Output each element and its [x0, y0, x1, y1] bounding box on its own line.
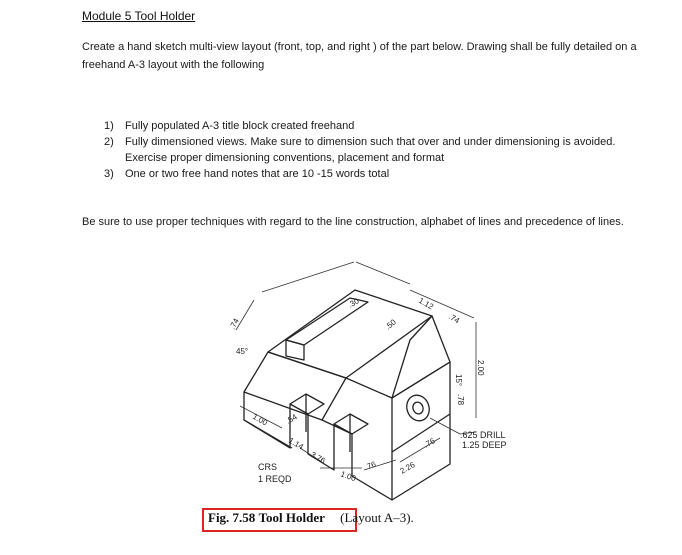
dim-label: .54	[284, 412, 299, 426]
figure-name: Tool Holder	[258, 510, 325, 525]
drill-note-line-1: .625 DRILL	[460, 430, 506, 440]
dim-label: 1.00	[339, 469, 358, 484]
list-item-number: 1)	[104, 120, 114, 132]
figure-caption	[208, 510, 414, 526]
list-item-number: 2)	[104, 136, 114, 148]
list-item-text: One or two free hand notes that are 10 -15 words total	[125, 168, 390, 180]
dim-label: .30	[346, 296, 361, 310]
dim-label: .78	[456, 394, 465, 406]
reqd-note: 1 REQD	[258, 474, 292, 484]
dim-label: 2.00	[476, 360, 485, 376]
dim-label: .74	[227, 316, 241, 331]
dim-label: 15°	[454, 374, 463, 387]
dim-label: .74	[447, 311, 462, 326]
dim-label: .50	[383, 317, 398, 332]
dimension-labels	[228, 296, 485, 483]
dim-label: 45°	[236, 347, 249, 356]
list-item-text: Fully dimensioned views. Make sure to dimension such that over and under dimensioning is avoided. Exercise proper dimensioning conventions, placement and format	[125, 136, 616, 164]
dim-label: 1.00	[251, 411, 269, 428]
dimension-lines	[236, 262, 476, 470]
dim-label: 1.14	[287, 435, 305, 452]
dim-label: 3.76	[309, 449, 327, 466]
intro-paragraph: Create a hand sketch multi-view layout (front, top, and right ) of the part below. Drawing shall be fully detailed on a freehand A-3 layout with the following	[82, 41, 637, 71]
drill-note-line-2: 1.25 DEEP	[462, 440, 507, 450]
dim-label: 1.12	[417, 295, 435, 312]
page-title: Module 5 Tool Holder	[82, 9, 196, 23]
dim-label: 2.26	[398, 460, 417, 476]
figure-layout: (Layout A–3).	[340, 510, 414, 525]
dim-label: .76	[422, 436, 437, 450]
list-item-text: Fully populated A-3 title block created freehand	[125, 120, 355, 132]
list-item-number: 3)	[104, 168, 114, 180]
figure-number: Fig. 7.58	[208, 510, 256, 525]
dim-label: .76	[363, 459, 378, 472]
outro-paragraph: Be sure to use proper techniques with regard to the line construction, alphabet of lines and precedence of lines.	[82, 216, 624, 228]
crs-note: CRS	[258, 462, 278, 472]
